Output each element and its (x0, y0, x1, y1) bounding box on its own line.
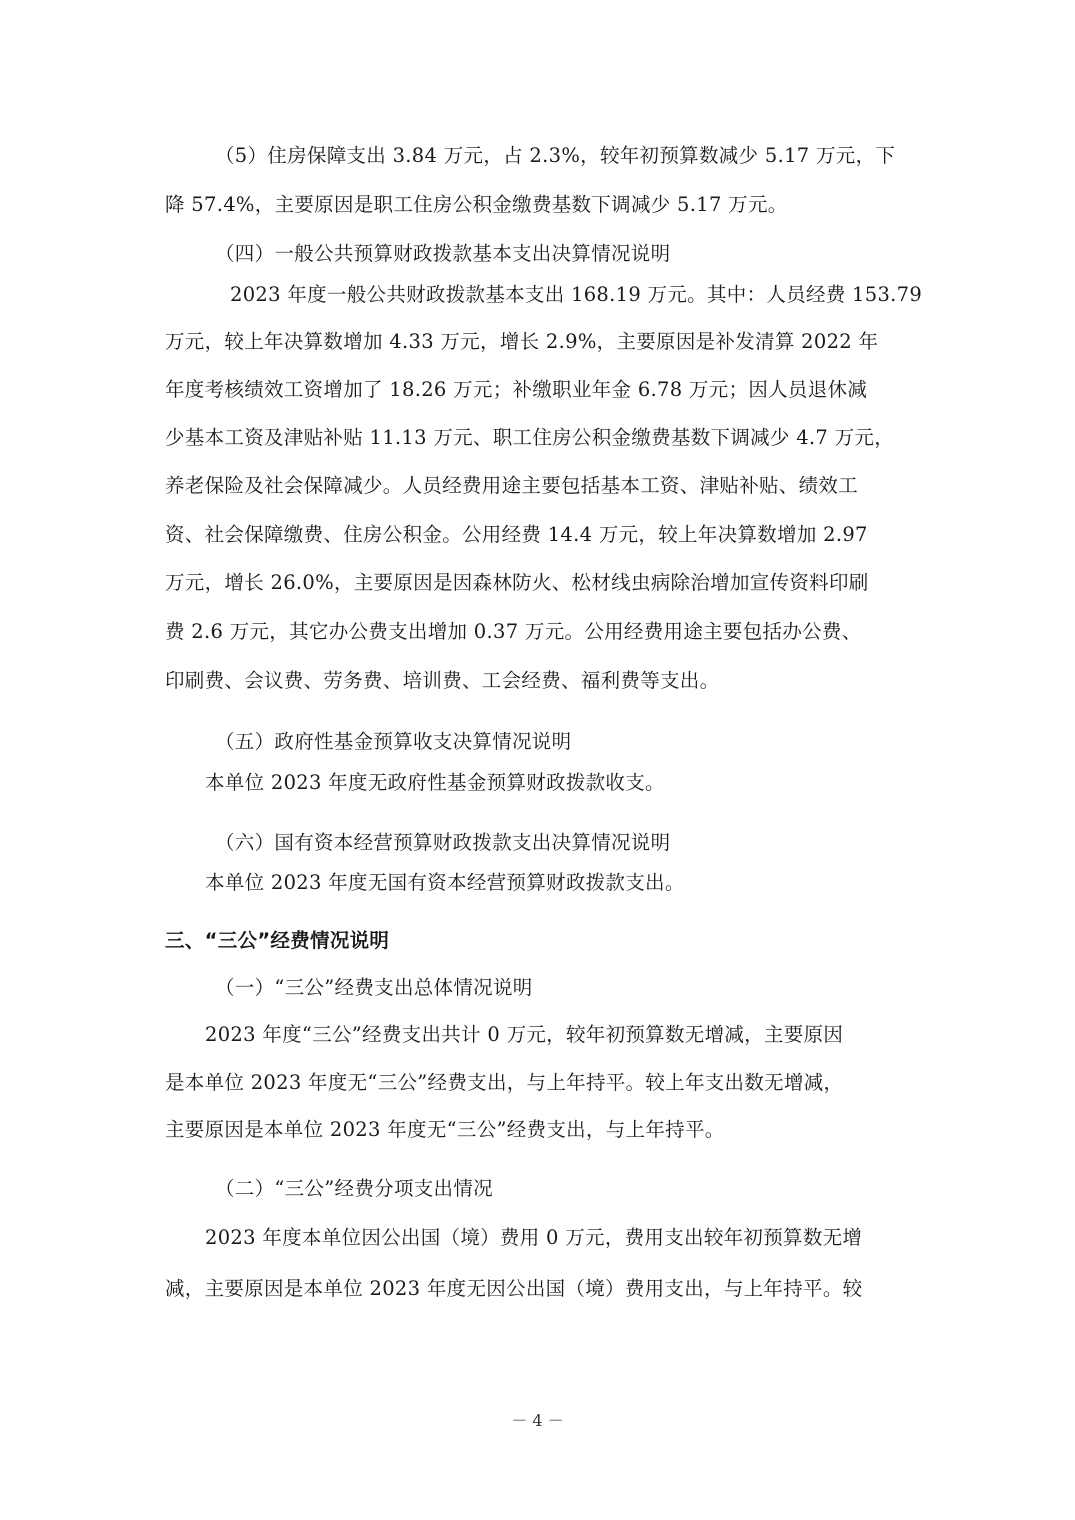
paragraph-line: 万元，增长 26.0%，主要原因是因森林防火、松材线虫病除治增加宣传资料印刷 (165, 571, 869, 594)
chapter-heading: 三、“三公”经费情况说明 (165, 929, 390, 952)
paragraph-line: （5）住房保障支出 3.84 万元，占 2.3%，较年初预算数减少 5.17 万元，下 (215, 144, 896, 167)
paragraph-line: 万元，较上年决算数增加 4.33 万元，增长 2.9%，主要原因是补发清算 2022 年 (165, 330, 879, 353)
paragraph-line: 本单位 2023 年度无国有资本经营预算财政拨款支出。 (205, 871, 685, 894)
section-heading: （二）“三公”经费分项支出情况 (215, 1177, 493, 1200)
section-heading: （五）政府性基金预算收支决算情况说明 (215, 730, 572, 753)
paragraph-line: 印刷费、会议费、劳务费、培训费、工会经费、福利费等支出。 (165, 669, 720, 692)
paragraph-line: 2023 年度“三公”经费支出共计 0 万元，较年初预算数无增减，主要原因 (205, 1023, 844, 1046)
paragraph-line: 年度考核绩效工资增加了 18.26 万元；补缴职业年金 6.78 万元；因人员退休减 (165, 378, 868, 401)
section-heading: （六）国有资本经营预算财政拨款支出决算情况说明 (215, 831, 671, 854)
paragraph-line: 资、社会保障缴费、住房公积金。公用经费 14.4 万元，较上年决算数增加 2.97 (165, 523, 868, 546)
paragraph-line: 2023 年度本单位因公出国（境）费用 0 万元，费用支出较年初预算数无增 (205, 1226, 863, 1249)
section-heading: （四）一般公共预算财政拨款基本支出决算情况说明 (215, 242, 671, 265)
paragraph-line: 减，主要原因是本单位 2023 年度无因公出国（境）费用支出，与上年持平。较 (165, 1277, 863, 1300)
paragraph-line: 费 2.6 万元，其它办公费支出增加 0.37 万元。公用经费用途主要包括办公费、 (165, 620, 862, 643)
page-number: － 4 － (511, 1411, 564, 1430)
paragraph-line: 降 57.4%，主要原因是职工住房公积金缴费基数下调减少 5.17 万元。 (165, 193, 788, 216)
section-heading: （一）“三公”经费支出总体情况说明 (215, 976, 533, 999)
paragraph-line: 2023 年度一般公共财政拨款基本支出 168.19 万元。其中：人员经费 153.79 (230, 283, 923, 306)
paragraph-line: 是本单位 2023 年度无“三公”经费支出，与上年持平。较上年支出数无增减， (165, 1071, 844, 1094)
paragraph-line: 养老保险及社会保障减少。人员经费用途主要包括基本工资、津贴补贴、绩效工 (165, 474, 859, 497)
paragraph-line: 本单位 2023 年度无政府性基金预算财政拨款收支。 (205, 771, 665, 794)
paragraph-line: 少基本工资及津贴补贴 11.13 万元、职工住房公积金缴费基数下调减少 4.7 万元， (165, 426, 895, 449)
paragraph-line: 主要原因是本单位 2023 年度无“三公”经费支出，与上年持平。 (165, 1118, 725, 1141)
